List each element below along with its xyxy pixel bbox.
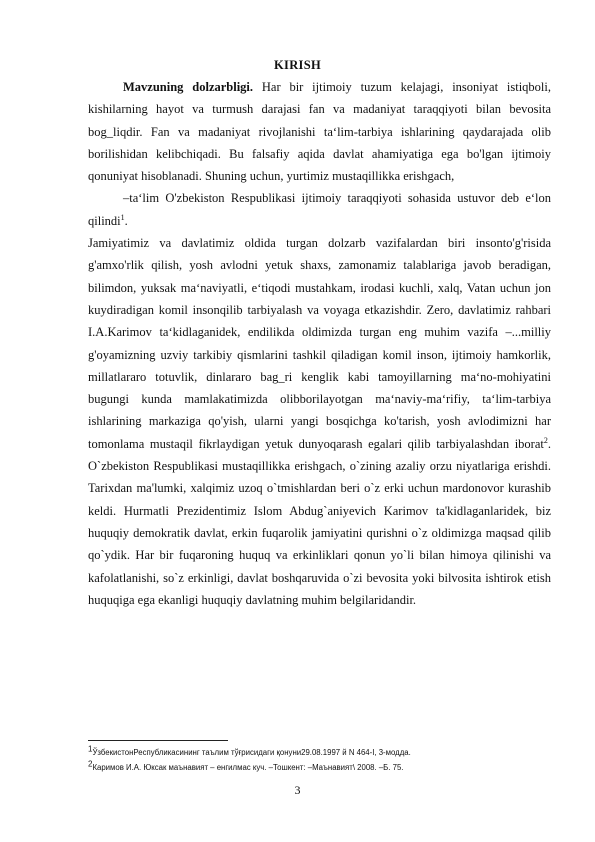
- footnote-text: ЎзбекистонРеспубликасининг таълим тўғрисидаги қонуни29.08.1997 й N 464-I, 3-модда.: [92, 748, 411, 757]
- footnote-mark: 1: [88, 744, 93, 754]
- footnote-text: Каримов И.А. Юксак маънавият – енгилмас куч. ‒Тошкент: ‒Маънавият\ 2008. ‒Б. 75.: [92, 763, 404, 772]
- footnote-divider: [88, 740, 228, 741]
- paragraph-text-continued: . O`zbekiston Respublikasi mustaqillikka erishgach, o`zining azaliy orzu niyatlariga erishdi. Tarixdan ma'lumki, xalqimiz uzoq o`tmishlardan beri o`z erki uchun mardonovor kurashib keldi. Hurmatli Prezidentimiz Islom Abdug`aniyevich Karimov ta'kidlaganlaridek, biz huquqiy demokratik davlat, erkin fuqarolik jamiyatini qurishni o`z oldimizga maqsad qilib qo`ydik. Har bir fuqaroning huquq va erkinliklari qonun yo`li bilan himoya qilinishi va kafolatlanishi, so`z erkinligi, davlat boshqaruvida o`zi bevosita yoki bilvosita ishtirok etish huquqiga ega ekanligi huquqiy davlatning muhim belgilaridandir.: [88, 436, 551, 607]
- paragraph-2: [88, 187, 551, 232]
- body-text: [88, 76, 551, 611]
- paragraph-end: .: [124, 213, 128, 228]
- footnote-ref-1[interactable]: 1: [120, 212, 125, 222]
- page-number: 3: [294, 783, 301, 797]
- paragraph-text: Har bir ijtimoiy tuzum kelajagi, insoniyat istiqboli, kishilarning hayot va turmush darajasi fan va madaniyat taraqqiyoti bilan bevosita bog_liqdir. Fan va madaniyat rivojlanishi ta‘lim-tarbiya ishlarining qaydarajada olib borilishidan kelibchiqadi. Bu falsafiy aqida davlat ahamiyatiga ega bo'lgan ijtimoiy qonuniyat hisoblanadi. Shuning uchun, yurtimiz mustaqillikka erishgach,: [88, 80, 551, 184]
- footnote-ref-2[interactable]: 2: [543, 435, 548, 445]
- footnotes: [88, 745, 551, 775]
- footnote-mark: 2: [88, 759, 93, 769]
- paragraph-text: Jamiyatimiz va davlatimiz oldida turgan dolzarb vazifalardan biri insonto'g'risida g'amxo'rlik qilish, yosh avlodni yetuk shaxs, zamonamiz talablariga javob beradigan, bilimdon, yuksak ma‘naviyatli, e‘tiqodi mustahkam, irodasi kuchli, xalq, Vatan uchun jon kuydiradigan komil insonqilib tarbiyalash va voyaga etkazishdir. Zero, davlatimiz rahbari I.A.Karimov ta‘kidlaganidek, endilikda oldimizda turgan eng muhim vazifa ‒...milliy g'oyamizning uzviy tarkibiy qismlarini tashkil qiladigan komil inson, ijtimoiy hamkorlik, millatlararo totuvlik, dinlararo bag_ri kenglik kabi tamoyillarning ma‘no-mohiyatini bugungi kunda mamlakatimizda olibborilayotgan ma‘naviy-ma‘rifiy, ta‘lim-tarbiya ishlarining markaziga qo'yish, ularni yangi bosqichga ko'tarish, yosh avlodimizni har tomonlama mustaqil fikrlaydigan yetuk dunyoqarash egalari qilib tarbiyalashdan iborat: [88, 236, 551, 451]
- paragraph-text: ‒ta‘lim O'zbekiston Respublikasi ijtimoiy taraqqiyoti sohasida ustuvor deb e‘lon qilindi: [88, 191, 551, 228]
- footnote-1: [88, 745, 551, 760]
- paragraph-lead: Mavzuning dolzarbligi.: [123, 80, 254, 94]
- page-title: KIRISH: [274, 58, 321, 72]
- paragraph-3: [88, 232, 551, 611]
- footnote-2: [88, 760, 551, 775]
- paragraph-1: [88, 76, 551, 187]
